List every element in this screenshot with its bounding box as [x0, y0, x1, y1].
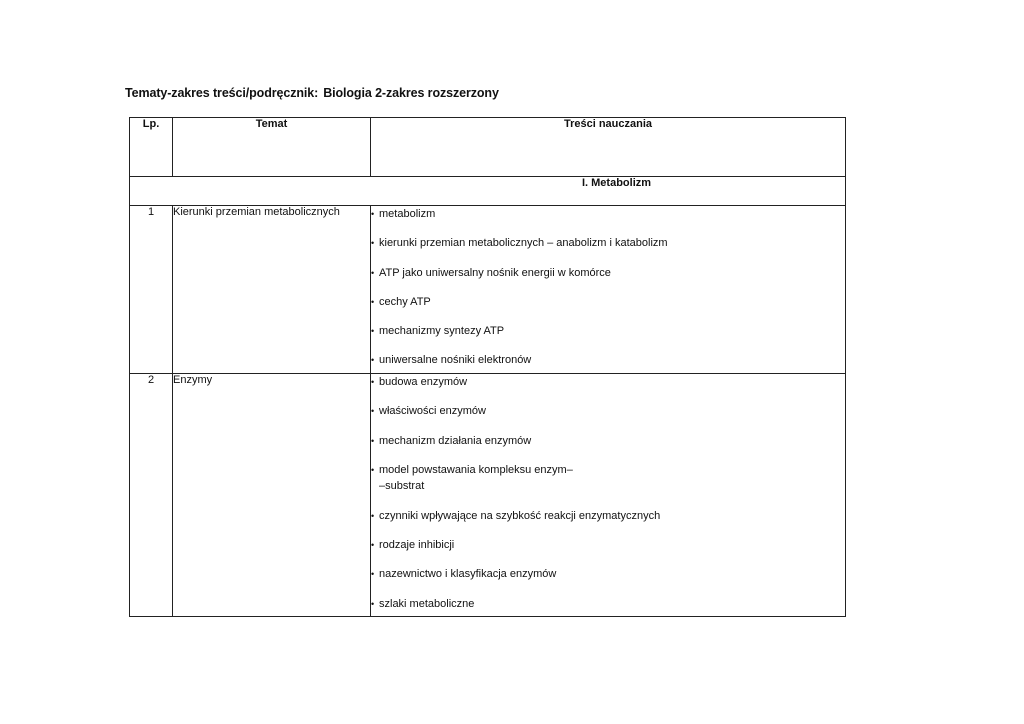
- content-list: [371, 206, 845, 369]
- bullet-icon: •: [371, 355, 375, 366]
- document-title-scope: Tematy-zakres treści/podręcznik:: [125, 86, 319, 100]
- list-item: • mechanizmy syntezy ATP: [371, 323, 845, 340]
- bullet-icon: •: [371, 464, 375, 475]
- bullet-icon: •: [371, 510, 375, 521]
- content-list: [371, 374, 845, 612]
- list-item: • budowa enzymów: [371, 374, 845, 391]
- section-cell: [130, 177, 846, 206]
- list-item: • mechanizm działania enzymów: [371, 433, 845, 450]
- list-item: • cechy ATP: [371, 294, 845, 311]
- bullet-icon: •: [371, 569, 375, 580]
- row-content: [371, 206, 846, 374]
- bullet-icon: •: [371, 296, 375, 307]
- bullet-icon: •: [371, 435, 375, 446]
- list-item: • uniwersalne nośniki elektronów: [371, 352, 845, 369]
- list-item: • kierunki przemian metabolicznych – anabolizm i katabolizm: [371, 235, 845, 252]
- bullet-icon: •: [371, 539, 375, 550]
- header-lp: Lp.: [130, 118, 173, 177]
- list-item: • nazewnictwo i klasyfikacja enzymów: [371, 566, 845, 583]
- row-content: [371, 373, 846, 616]
- header-tresci: Treści nauczania: [371, 118, 846, 177]
- row-number: 1: [130, 206, 173, 374]
- list-item: • model powstawania kompleksu enzym– –substrat: [371, 463, 573, 493]
- bullet-icon: •: [371, 376, 375, 387]
- bullet-icon: •: [371, 598, 375, 609]
- list-item: • czynniki wpływające na szybkość reakcji enzymatycznych: [371, 508, 845, 525]
- row-topic: Kierunki przemian metabolicznych: [173, 206, 371, 374]
- table-row: [130, 373, 846, 616]
- bullet-icon: •: [371, 209, 375, 219]
- bullet-icon: •: [371, 406, 375, 417]
- curriculum-table: [129, 117, 846, 617]
- section-row: [130, 177, 846, 206]
- table-header-row: [130, 118, 846, 177]
- document-title: [125, 86, 499, 100]
- section-title: I. Metabolizm: [581, 177, 652, 189]
- row-number: 2: [130, 373, 173, 616]
- list-item: • ATP jako uniwersalny nośnik energii w komórce: [371, 265, 845, 282]
- list-item: • rodzaje inhibicji: [371, 537, 845, 554]
- list-item: • szlaki metaboliczne: [371, 596, 845, 613]
- bullet-icon: •: [371, 326, 375, 337]
- header-temat: Temat: [173, 118, 371, 177]
- bullet-icon: •: [371, 267, 375, 278]
- bullet-icon: •: [371, 238, 375, 249]
- list-item: • właściwości enzymów: [371, 403, 845, 420]
- table-row: [130, 206, 846, 374]
- list-item: • metabolizm: [371, 206, 845, 223]
- document-title-textbook: Biologia 2-zakres rozszerzony: [323, 86, 499, 100]
- row-topic: Enzymy: [173, 373, 371, 616]
